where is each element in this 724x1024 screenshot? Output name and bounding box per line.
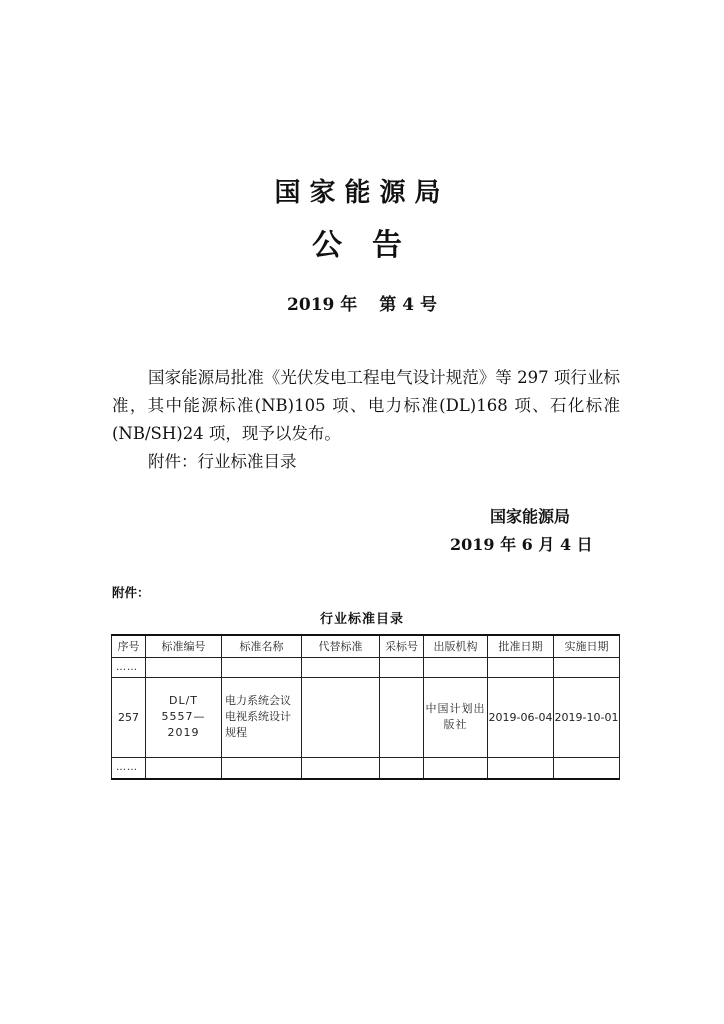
issuing-authority-title: 国家能源局 [274, 178, 450, 208]
signature-org: 国家能源局 [490, 507, 571, 526]
table-row [112, 677, 620, 757]
row-code [146, 677, 222, 757]
row-seq: 257 [112, 677, 146, 757]
attachment-reference: 附件：行业标准目录 [148, 452, 297, 471]
row-adopted [380, 677, 424, 757]
table-row-ellipsis-bottom [112, 757, 620, 779]
col-header-effective: 实施日期 [554, 635, 620, 657]
attachment-label: 附件： [112, 585, 150, 600]
signature-date: 2019 年 6 月 4 日 [450, 535, 593, 554]
announcement-title: 公告 [312, 228, 432, 263]
row-effective: 2019-10-01 [554, 677, 620, 757]
ellipsis-top: …… [112, 657, 146, 677]
row-name: 电力系统会议电视系统设计规程 [222, 677, 302, 757]
col-header-name: 标准名称 [222, 635, 302, 657]
issue-year: 2019 年 [287, 295, 358, 315]
announcement-text: 国家能源局批准《光伏发电工程电气设计规范》等 297 项行业标准，其中能源标准(NB)105 项、电力标准(DL)168 项、石化标准(NB/SH)24 项，现予以发布。 [112, 368, 620, 443]
col-header-publisher: 出版机构 [424, 635, 488, 657]
row-replaces [302, 677, 380, 757]
table-title: 行业标准目录 [319, 612, 404, 627]
row-code-line1: DL/T [168, 694, 199, 707]
announcement-paragraph [112, 364, 620, 448]
col-header-approved: 批准日期 [488, 635, 554, 657]
ellipsis-bottom: …… [112, 757, 146, 779]
standards-table [111, 634, 620, 780]
col-header-seq: 序号 [112, 635, 146, 657]
issue-number [0, 290, 724, 315]
table-header-row [112, 635, 620, 657]
row-publisher: 中国计划出版社 [424, 677, 488, 757]
col-header-replaces: 代替标准 [302, 635, 380, 657]
col-header-code: 标准编号 [146, 635, 222, 657]
issue-no: 第 4 号 [379, 295, 437, 315]
table-row-ellipsis-top [112, 657, 620, 677]
col-header-adopted: 采标号 [380, 635, 424, 657]
row-code-line2: 5557—2019 [161, 710, 206, 739]
row-approved: 2019-06-04 [488, 677, 554, 757]
